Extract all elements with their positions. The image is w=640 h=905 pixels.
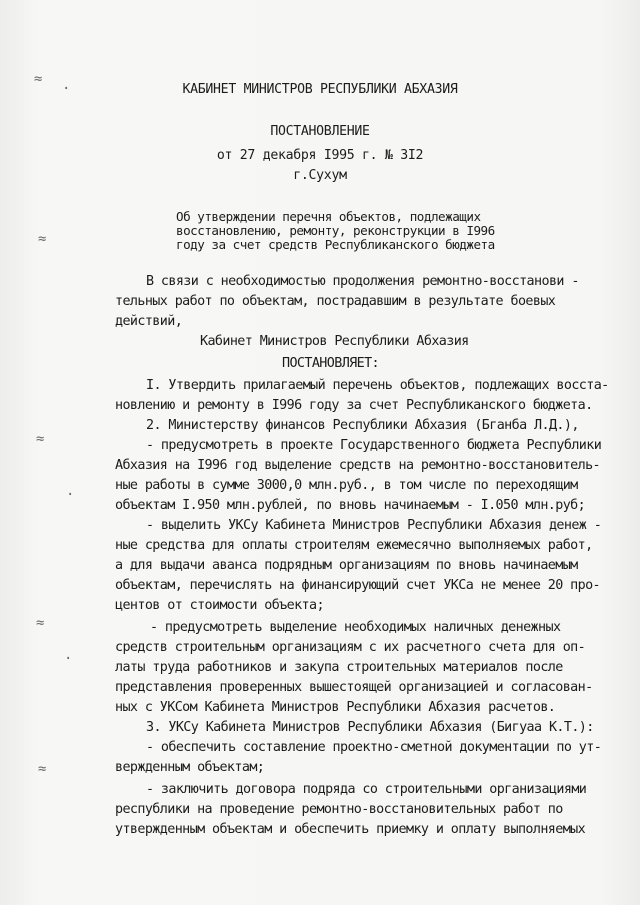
subject-line: году за счет средств Республиканского бюджета <box>176 237 495 252</box>
body-line: 3. УКСу Кабинета Министров Республики Абхазия (Бигуаа К.Т.): <box>146 720 594 735</box>
body-line: ные работы в сумме 3000,0 млн.руб., в том числе по переходящим <box>115 478 578 493</box>
body-line: представления проверенных вышестоящей организацией и согласован- <box>115 680 593 695</box>
resolves-heading: ПОСТАНОВЛЯЕТ: <box>282 356 380 371</box>
body-line: средств строительным организациям с их расчетного счета для оп- <box>115 640 586 655</box>
preamble-line: В связи с необходимостью продолжения ремонтно-восстанови - <box>146 274 579 289</box>
margin-speck: ≈ <box>36 615 45 631</box>
margin-speck: ≈ <box>36 431 45 447</box>
margin-speck: ≈ <box>34 71 43 87</box>
preamble-line: тельных работ по объектам, пострадавшим в результате боевых <box>115 294 556 309</box>
body-line: республики на проведение ремонтно-восстановительных работ по <box>115 802 563 817</box>
body-line: - обеспечить составление проектно-сметной документации по ут- <box>146 740 602 755</box>
body-line: - заключить договора подряда со строительными организациями <box>146 782 587 797</box>
margin-speck: ≈ <box>38 231 47 247</box>
body-line: - предусмотреть выделение необходимых наличных денежных <box>150 620 561 635</box>
margin-speck: · <box>62 81 71 97</box>
margin-speck: · <box>66 487 75 503</box>
org-name: КАБИНЕТ МИНИСТРОВ РЕСПУБЛИКИ АБХАЗИЯ <box>182 82 458 97</box>
margin-speck: · <box>64 651 73 667</box>
body-line: объектам I.950 млн.рублей, по вновь начинаемым - I.050 млн.руб; <box>115 498 586 513</box>
issuer: Кабинет Министров Республики Абхазия <box>200 334 469 349</box>
body-line: 2. Министерству финансов Республики Абхазия (Бганба Л.Д.), <box>146 418 579 433</box>
date-number: от 27 декабря I995 г. № 3I2 <box>216 148 424 163</box>
body-line: новлению и ремонту в I996 году за счет Республиканского бюджета. <box>115 398 593 413</box>
body-line: - предусмотреть в проекте Государственного бюджета Республики <box>146 438 602 453</box>
body-line: Абхазия на I996 год выделение средств на ремонтно-восстановитель- <box>115 458 601 473</box>
body-line: ных с УКСом Кабинета Министров Республики Абхазия расчетов. <box>115 700 556 715</box>
preamble-line: действий, <box>115 314 183 329</box>
body-line: объектам, перечислять на финансирующий счет УКСа не менее 20 про- <box>115 578 601 593</box>
body-line: I. Утвердить прилагаемый перечень объектов, подлежащих восста- <box>146 378 609 393</box>
margin-speck: ≈ <box>38 761 47 777</box>
body-line: центов от стоимости объекта; <box>115 598 324 613</box>
body-line: латы труда работников и закупа строительных материалов после <box>115 660 563 675</box>
body-line: - выделить УКСу Кабинета Министров Республики Абхазия денеж - <box>146 518 602 533</box>
city: г.Сухум <box>293 168 347 183</box>
body-line: а для выдачи аванса подрядным организациям по вновь начинаемым <box>115 558 578 573</box>
subject-line: восстановлению, ремонту, реконструкции в I996 <box>176 223 495 238</box>
body-line: вержденным объектам; <box>115 760 265 775</box>
body-line: утвержденным объектам и обеспечить приемку и оплату выполняемых <box>115 822 586 837</box>
subject-line: Об утверждении перечня объектов, подлежащих <box>176 209 481 224</box>
body-line: ные средства для оплаты строителям ежемесячно выполняемых работ, <box>115 538 593 553</box>
document-type: ПОСТАНОВЛЕНИЕ <box>270 124 370 139</box>
